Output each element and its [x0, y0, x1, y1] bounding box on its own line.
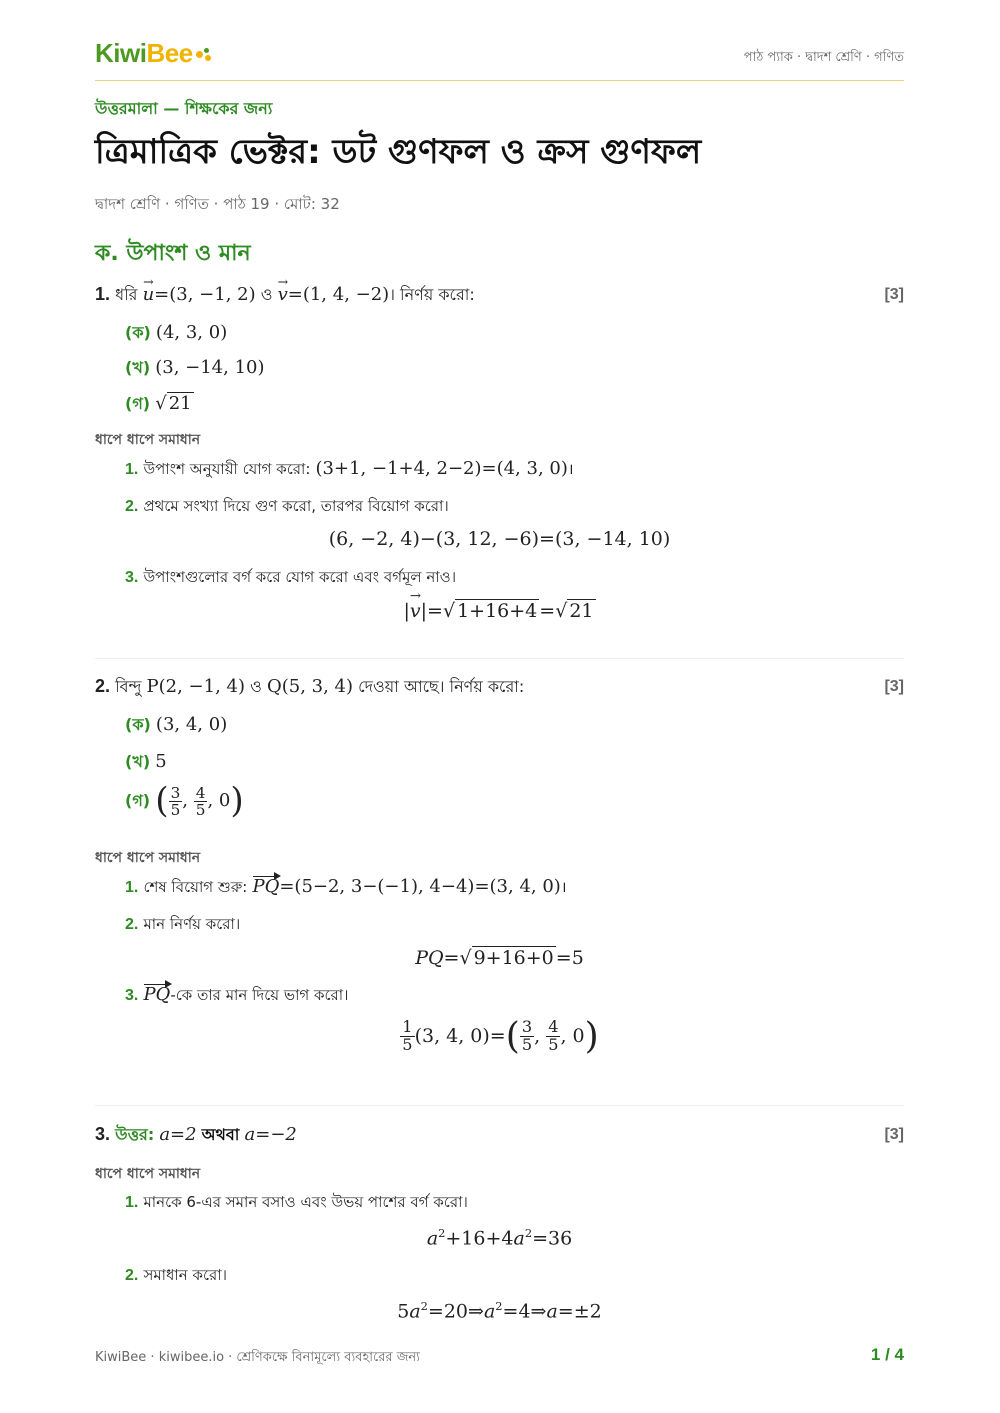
step-1-1: 1. উপাংশ অনুযায়ী যোগ করো: (3+1, −1+4, 2−2)=(4, 3, 0)।: [125, 458, 574, 479]
marks-badge: [3]: [884, 1126, 904, 1143]
step-2-3: 3. PQ-কে তার মান দিয়ে ভাগ করো।: [125, 984, 349, 1005]
page-title: ত্রিমাত্রিক ভেক্টর: ডট গুণফল ও ক্রস গুণফল: [95, 132, 702, 172]
question-2: 2. বিন্দু P(2, −1, 4) ও Q(5, 3, 4) দেওয়া আছে। নির্ণয় করো:: [95, 676, 525, 697]
section-heading: ক. উপাংশ ও মান: [95, 241, 251, 266]
marks-badge: [3]: [884, 286, 904, 303]
steps-heading: ধাপে ধাপে সমাধান: [95, 1166, 201, 1182]
equation: $5a^2=20\Rightarrow a^2=4\Rightarrow a=\pm 2$: [397, 1299, 602, 1323]
marks-badge: [3]: [884, 678, 904, 695]
step-3-1: 1. মানকে 6-এর সমান বসাও এবং উভয় পাশের বর্গ করো।: [125, 1193, 468, 1211]
step-3-2: 2. সমাধান করো।: [125, 1266, 227, 1284]
question-1: 1. ধরি → u=(3, −1, 2) ও → v=(1, 4, −2)। নির্ণয় করো:: [95, 282, 475, 309]
page-header: [95, 36, 904, 81]
answer-2b: (খ) 5: [125, 751, 167, 772]
question-3: 3. উত্তর: a=2 অথবা a=−2: [95, 1124, 297, 1145]
step-2-2: 2. মান নির্ণয় করো।: [125, 915, 241, 933]
kiwibee-logo: KiwiBee: [95, 38, 214, 69]
steps-heading: ধাপে ধাপে সমাধান: [95, 432, 201, 448]
answer-1a: (ক) (4, 3, 0): [125, 322, 228, 343]
footer-text: KiwiBee · kiwibee.io · শ্রেণিকক্ষে বিনামূল্যে ব্যবহারের জন্য: [95, 1350, 420, 1365]
steps-heading: ধাপে ধাপে সমাধান: [95, 850, 201, 866]
step-2-1: 1. শেষ বিয়োগ শুরু: PQ=(5−2, 3−(−1), 4−4)=(3, 4, 0)।: [125, 876, 567, 897]
kicker: উত্তরমালা — শিক্ষকের জন্য: [95, 99, 273, 118]
equation: $a^2+16+4a^2=36$: [426, 1226, 573, 1250]
page-number: 1 / 4: [870, 1345, 904, 1364]
equation: $\frac{1}{5}$ (3, 4, 0)=( $\frac{3}{5}$ , $\frac{4}{5}$ , 0): [402, 1015, 599, 1057]
answer-2c: (গ) ( $\frac{3}{5}$ , $\frac{4}{5}$ , 0): [125, 781, 244, 821]
header-meta: পাঠ প্যাক · দ্বাদশ শ্রেণি · গণিত: [743, 50, 904, 65]
step-1-3: 3. উপাংশগুলোর বর্গ করে যোগ করো এবং বর্গমূল নাও।: [125, 568, 457, 586]
step-1-2: 2. প্রথমে সংখ্যা দিয়ে গুণ করো, তারপর বিয়োগ করো।: [125, 497, 449, 515]
bee-dots-icon: [196, 48, 214, 62]
answer-1c: (গ) √ 21: [125, 393, 192, 414]
answer-1b: (খ) (3, −14, 10): [125, 357, 265, 378]
answer-2a: (ক) (3, 4, 0): [125, 714, 228, 735]
divider: [95, 658, 904, 659]
equation: PQ=√ 9+16+0 =5: [415, 947, 584, 969]
equation: (6, −2, 4)−(3, 12, −6)=(3, −14, 10): [328, 528, 671, 550]
equation: |→ v|=√ 1+16+4 =√ 21: [95, 600, 904, 622]
doc-meta: দ্বাদশ শ্রেণি · গণিত · পাঠ 19 · মোট: 32: [95, 195, 340, 213]
divider: [95, 1105, 904, 1106]
